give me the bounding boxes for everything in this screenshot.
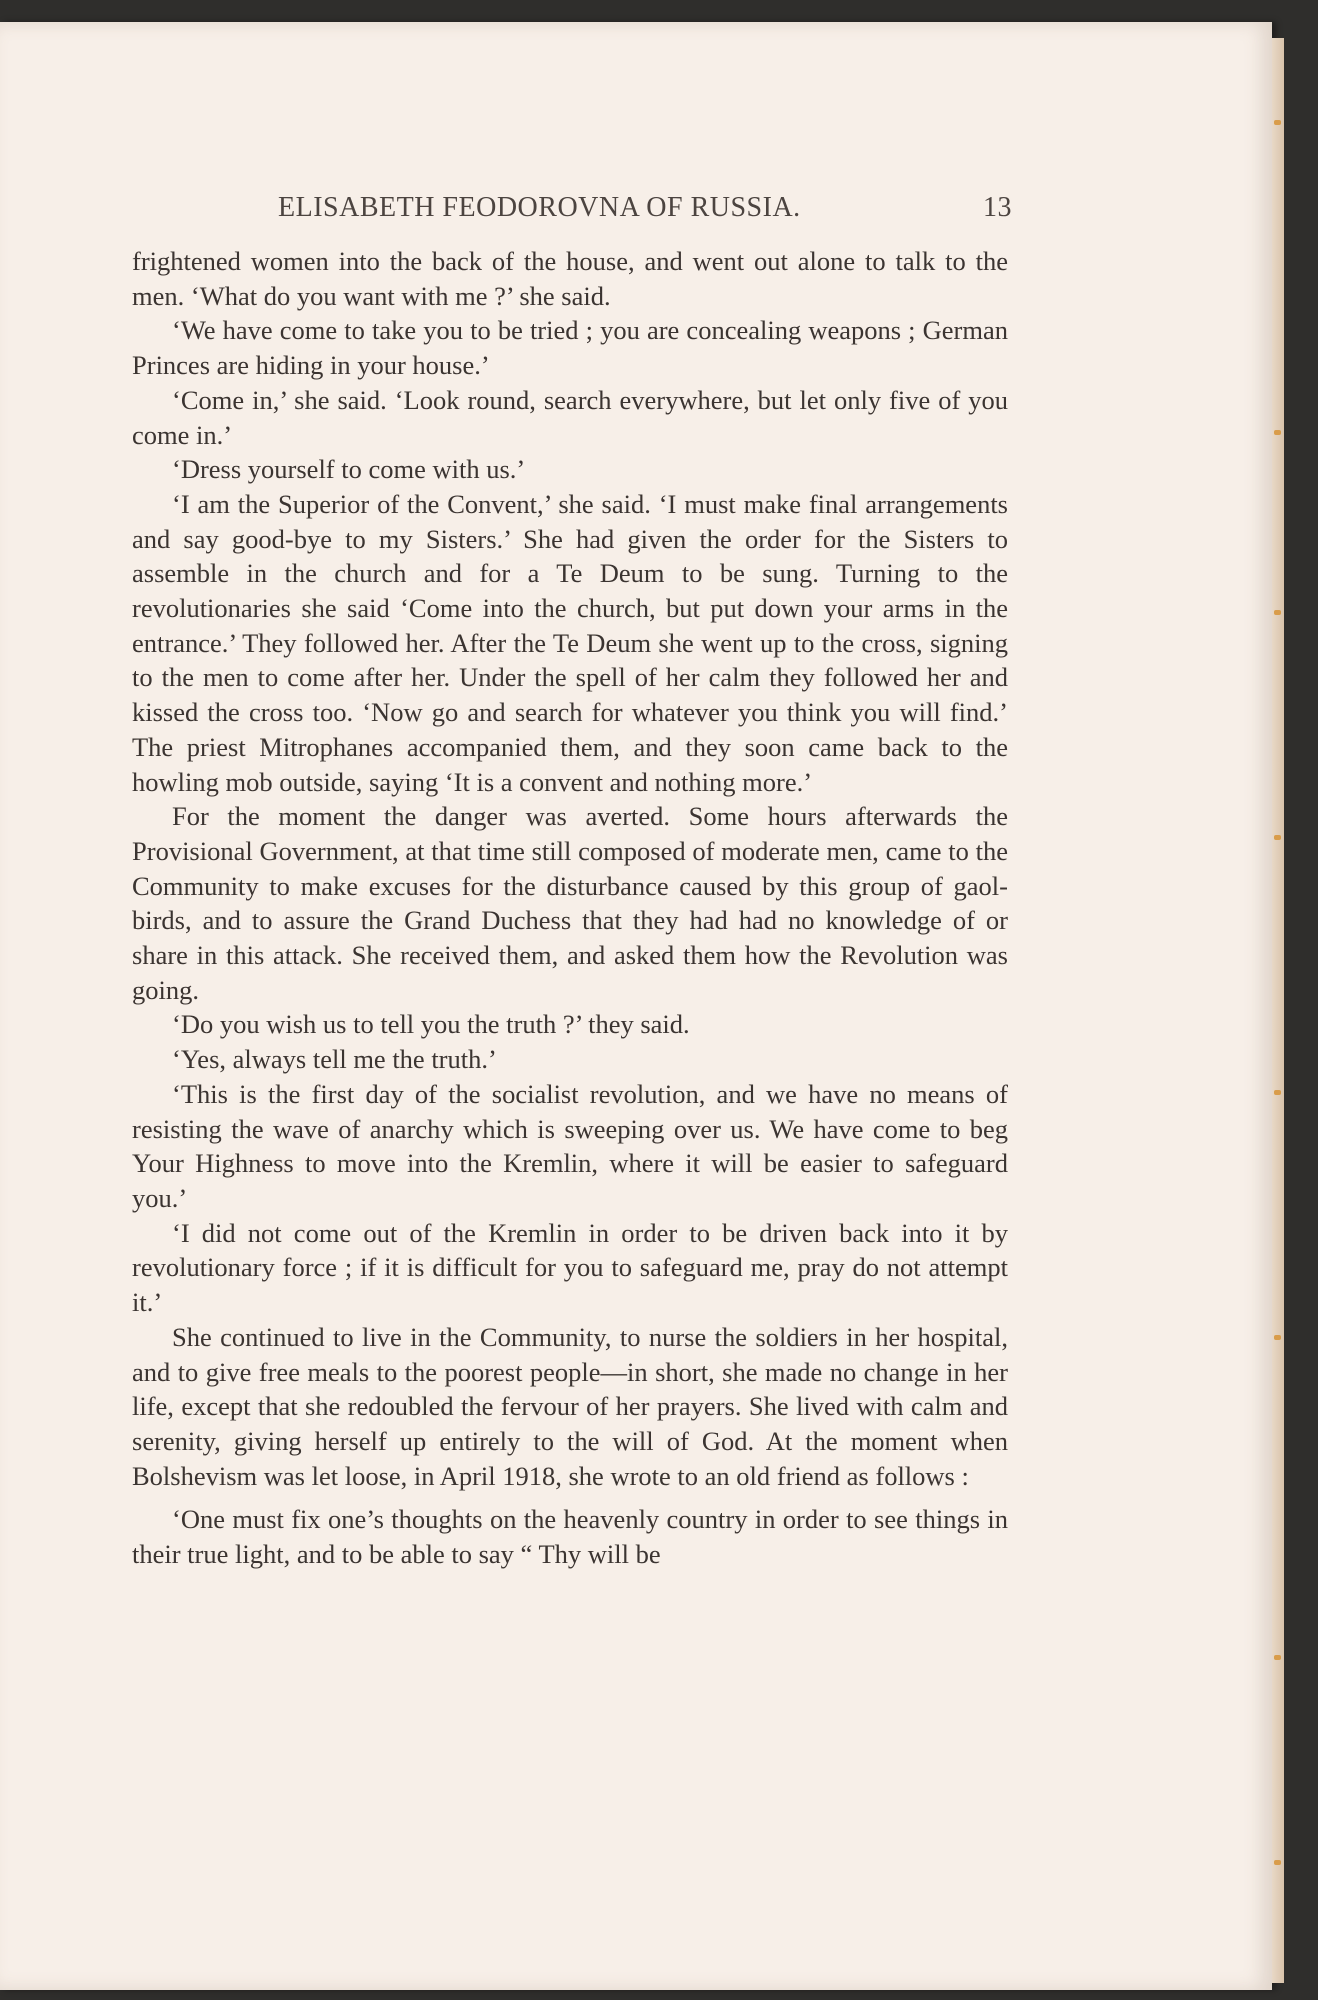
paragraph: ‘I did not come out of the Kremlin in order to be driven back into it by revolutionary force ; if it is difficult for you to safeguard me, pray do not attempt it.’ <box>132 1217 1008 1318</box>
page-edge-mark <box>1274 1860 1281 1865</box>
paragraph: ‘Come in,’ she said. ‘Look round, search everywhere, but let only five of you come in.’ <box>132 384 1008 450</box>
page-edge-mark <box>1274 1335 1281 1340</box>
paragraph: For the moment the danger was averted. Some hours afterwards the Provisional Government, at that time still composed of moderate men, came to the Community to make excuses for the disturbance caused by this group of gaol-birds, and to assure the Grand Duchess that they had had no knowledge of or share in this attack. She received them, and asked them how the Revolution was going. <box>132 801 1008 1005</box>
page-number: 13 <box>983 192 1012 223</box>
page-edge-mark <box>1274 610 1281 615</box>
paragraph: ‘Do you wish us to tell you the truth ?’ they said. <box>172 1009 690 1040</box>
page-edge-mark <box>1274 1090 1281 1095</box>
paragraph: ‘One must fix one’s thoughts on the heavenly country in order to see things in their true light, and to be able to say “ Thy will be <box>132 1504 1008 1570</box>
page-edge-mark <box>1274 1655 1281 1660</box>
running-title: ELISABETH FEODOROVNA OF RUSSIA. <box>278 192 801 223</box>
page-edge <box>1272 38 1284 1983</box>
page-edge-mark <box>1274 120 1281 125</box>
page-edge-mark <box>1274 835 1281 840</box>
paragraph: ‘I am the Superior of the Convent,’ she said. ‘I must make final arrangements and say good-bye to my Sisters.’ She had given the order for the Sisters to assemble in the church and for a Te Deum to be sung. Turning to the revolutionaries she said ‘Come into the church, but put down your arms in the entrance.’ They followed her. After the Te Deum she went up to the cross, signing to the men to come after her. Under the spell of her calm they followed her and kissed the cross too. ‘Now go and search for whatever you think you will find.’ The priest Mitrophanes accompanied them, and they soon came back to the howling mob outside, saying ‘It is a convent and nothing more.’ <box>132 488 1008 797</box>
paragraph: ‘We have come to take you to be tried ; you are concealing weapons ; German Princes are hiding in your house.’ <box>132 315 1008 381</box>
paragraph: frightened women into the back of the house, and went out alone to talk to the men. ‘What do you want with me ?’ she said. <box>132 246 1008 311</box>
paragraph: ‘Dress yourself to come with us.’ <box>172 454 526 485</box>
book-page <box>0 22 1272 1990</box>
body-text <box>132 244 1008 1572</box>
paragraph: She continued to live in the Community, to nurse the soldiers in her hospital, and to give free meals to the poorest people—in short, she made no change in her life, except that she redoubled the fervour of her prayers. She lived with calm and serenity, giving herself up entirely to the will of God. At the moment when Bolshevism was let loose, in April 1918, she wrote to an old friend as follows : <box>132 1321 1008 1491</box>
paragraph: ‘This is the first day of the socialist revolution, and we have no means of resisting the wave of anarchy which is sweeping over us. We have come to beg Your Highness to move into the Kremlin, where it will be easier to safeguard you.’ <box>132 1078 1008 1213</box>
running-head <box>132 192 1012 232</box>
paragraph: ‘Yes, always tell me the truth.’ <box>172 1044 497 1075</box>
page-edge-mark <box>1274 430 1281 435</box>
